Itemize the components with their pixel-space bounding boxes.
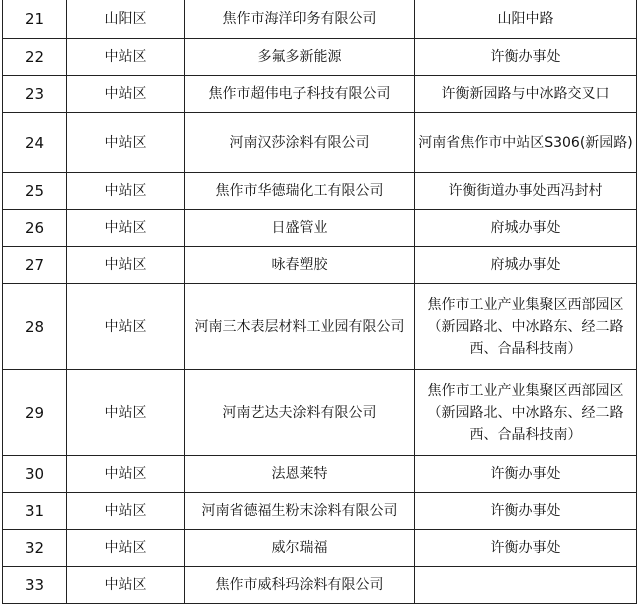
company-table-container [2, 0, 636, 604]
district-cell: 中站区 [67, 493, 185, 530]
table-row [3, 76, 637, 113]
location-cell: 河南省焦作市中站区S306(新园路) [415, 113, 637, 173]
row-number: 26 [3, 210, 67, 247]
district-cell: 中站区 [67, 173, 185, 210]
table-row [3, 247, 637, 284]
location-cell: 府城办事处 [415, 210, 637, 247]
district-cell: 中站区 [67, 247, 185, 284]
table-row [3, 284, 637, 370]
location-cell: 府城办事处 [415, 247, 637, 284]
table-row [3, 493, 637, 530]
row-number: 32 [3, 530, 67, 567]
company-name-cell: 河南艺达夫涂料有限公司 [185, 370, 415, 456]
table-row [3, 39, 637, 76]
row-number: 30 [3, 456, 67, 493]
company-name-cell: 焦作市华德瑞化工有限公司 [185, 173, 415, 210]
table-row [3, 0, 637, 39]
location-cell: 许衡街道办事处西冯封村 [415, 173, 637, 210]
location-cell: 许衡办事处 [415, 39, 637, 76]
company-name-cell: 河南省德福生粉末涂料有限公司 [185, 493, 415, 530]
location-cell: 许衡办事处 [415, 493, 637, 530]
table-row [3, 210, 637, 247]
company-name-cell: 日盛管业 [185, 210, 415, 247]
table-row [3, 567, 637, 604]
row-number: 29 [3, 370, 67, 456]
row-number: 24 [3, 113, 67, 173]
row-number: 23 [3, 76, 67, 113]
district-cell: 中站区 [67, 530, 185, 567]
location-cell: 许衡办事处 [415, 456, 637, 493]
table-row [3, 113, 637, 173]
location-cell [415, 567, 637, 604]
company-name-cell: 河南三木表层材料工业园有限公司 [185, 284, 415, 370]
location-cell: 许衡办事处 [415, 530, 637, 567]
district-cell: 中站区 [67, 39, 185, 76]
table-row [3, 370, 637, 456]
company-table-body [3, 0, 637, 604]
district-cell: 中站区 [67, 76, 185, 113]
company-name-cell: 河南汉莎涂料有限公司 [185, 113, 415, 173]
district-cell: 中站区 [67, 567, 185, 604]
row-number: 21 [3, 0, 67, 39]
row-number: 28 [3, 284, 67, 370]
table-row [3, 173, 637, 210]
company-name-cell: 咏春塑胶 [185, 247, 415, 284]
company-name-cell: 焦作市威科玛涂料有限公司 [185, 567, 415, 604]
row-number: 22 [3, 39, 67, 76]
table-row [3, 456, 637, 493]
row-number: 25 [3, 173, 67, 210]
location-cell: 许衡新园路与中冰路交叉口 [415, 76, 637, 113]
district-cell: 中站区 [67, 370, 185, 456]
company-name-cell: 威尔瑞福 [185, 530, 415, 567]
district-cell: 中站区 [67, 456, 185, 493]
location-cell: 焦作市工业产业集聚区西部园区（新园路北、中冰路东、经二路西、合晶科技南） [415, 370, 637, 456]
row-number: 31 [3, 493, 67, 530]
table-row [3, 530, 637, 567]
company-name-cell: 焦作市海洋印务有限公司 [185, 0, 415, 39]
district-cell: 中站区 [67, 284, 185, 370]
company-table [2, 0, 637, 604]
location-cell: 焦作市工业产业集聚区西部园区（新园路北、中冰路东、经二路西、合晶科技南） [415, 284, 637, 370]
district-cell: 中站区 [67, 113, 185, 173]
row-number: 27 [3, 247, 67, 284]
row-number: 33 [3, 567, 67, 604]
location-cell: 山阳中路 [415, 0, 637, 39]
company-name-cell: 法恩莱特 [185, 456, 415, 493]
company-name-cell: 多氟多新能源 [185, 39, 415, 76]
company-name-cell: 焦作市超伟电子科技有限公司 [185, 76, 415, 113]
district-cell: 中站区 [67, 210, 185, 247]
district-cell: 山阳区 [67, 0, 185, 39]
